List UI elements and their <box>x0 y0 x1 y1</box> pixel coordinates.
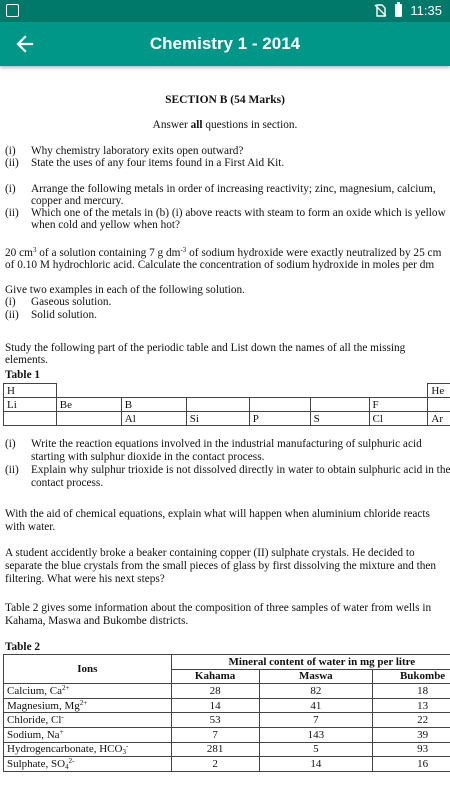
table-row <box>4 412 450 426</box>
value-cell: 82 <box>259 684 373 699</box>
battery-icon <box>395 4 402 17</box>
image-notification-icon <box>6 4 19 17</box>
table-cell <box>310 398 369 412</box>
app-title: Chemistry 1 - 2014 <box>149 34 301 53</box>
section-heading: SECTION B (54 Marks) <box>165 94 285 106</box>
table-cell: B <box>121 398 186 412</box>
value-cell: 18 <box>373 684 450 699</box>
value-cell: 14 <box>171 698 259 713</box>
table-cell <box>428 398 450 412</box>
no-sim-icon <box>374 4 387 17</box>
table-row <box>4 398 450 412</box>
table-cell <box>56 384 428 398</box>
table-cell: Be <box>56 398 121 412</box>
table-cell: Li <box>4 398 57 412</box>
periodic-table <box>3 383 450 426</box>
value-cell: 93 <box>373 742 450 757</box>
q8-line2: separate the blue crystals from the small pieces of glass by first dissolving the mixture and then <box>5 560 437 572</box>
q7-line2: with water. <box>5 521 56 533</box>
table-cell: He <box>428 384 450 398</box>
value-cell: 5 <box>259 742 373 757</box>
table-row <box>4 727 450 742</box>
app-bar <box>0 22 450 66</box>
column-header-bukombe: Bukombe <box>373 669 450 684</box>
instruction-text: Answer all questions in section. <box>152 119 298 131</box>
value-cell: 28 <box>171 684 259 699</box>
value-cell: 16 <box>373 757 450 772</box>
status-icons <box>374 3 442 18</box>
ion-cell: Magnesium, $Mg^{2+}$ <box>4 698 172 713</box>
q3-line1: 20 $cm^3$ of a solution containing 7 g $dm^{-3}$ of sodium hydroxide were exactly neutralized by 25 cm <box>5 246 442 259</box>
table-cell: F <box>369 398 428 412</box>
column-header-maswa: Maswa <box>259 669 373 684</box>
table-cell: Ar <box>428 412 450 426</box>
table-cell: Si <box>186 412 249 426</box>
q9-line2: Kahama, Maswa and Bukombe districts. <box>5 615 189 627</box>
q6-item-2-line1: Explain why sulphur trioxide is not dissolved directly in water to obtain sulphuric acid in the <box>31 464 450 476</box>
table-row <box>4 742 450 757</box>
value-cell: 53 <box>171 713 259 728</box>
value-cell: 7 <box>259 713 373 728</box>
q6-item-1-line2: starting with sulphur dioxide in the contact process. <box>31 451 265 463</box>
table-cell <box>186 398 249 412</box>
q4-intro: Give two examples in each of the following solution. <box>5 284 246 296</box>
value-cell: 41 <box>259 698 373 713</box>
table-cell: Al <box>121 412 186 426</box>
table-header-row <box>4 655 450 670</box>
q5-line2: elements. <box>5 354 48 366</box>
q3-line2: of 0.10 M hydrochloric acid. Calculate the concentration of sodium hydroxide in moles per dm <box>5 259 435 271</box>
ion-cell: Calcium, $Ca^{2+}$ <box>4 684 172 699</box>
q9-line1: Table 2 gives some information about the composition of three samples of water from wells in <box>5 602 432 614</box>
q8-line3: filtering. What were his next steps? <box>5 573 165 585</box>
table-row <box>4 698 450 713</box>
q7-line1: With the aid of chemical equations, explain what will happen when aluminium chloride reacts <box>5 508 430 520</box>
value-cell: 143 <box>259 727 373 742</box>
table-cell: H <box>4 384 57 398</box>
table-cell: S <box>310 412 369 426</box>
table-cell <box>249 398 310 412</box>
ion-cell: Chloride, Cl- <box>4 713 172 728</box>
q1-item-2-text: State the uses of any four items found in a First Aid Kit. <box>31 157 285 169</box>
table-cell: P <box>249 412 310 426</box>
table1-label: Table 1 <box>5 369 41 381</box>
q2-item-2-line2: when cold and yellow when hot? <box>31 219 181 231</box>
q2-item-1-line2: copper and mercury. <box>31 195 124 207</box>
document-page[interactable]: SECTION B (54 Marks) Answer all questions in section. (i) Why chemistry laboratory exits open outward? (ii) State the uses of any four items found in a First Aid Kit. (i) Arrange the following metals in order of increasing reactivity; zinc, magnesium, calcium, copper and mercury. (ii) Which one of the metals in (b) (i) above reacts with steam to form an oxide which is yellow when cold and yellow when hot? 20 $cm^3$ of a solution containing 7 g $dm^{-3}$ of sodium hydroxide were exactly neutralized by 25 cm of 0.10 M hydrochloric acid. Calculate the concentration of sodium hydroxide in moles per dm Give two examples in each of the following solution. (i) Gaseous solution. (ii) Solid solution. Study the following part of the periodic table and List down the names of all the missing elements. Table 1 H He Li Be B F Al Si P S Cl Ar (i) Write the reaction equations involved in the industrial manufacturing of sulphuric acid starting with sulphur dioxide in the contact process. (ii) Explain why sulphur trioxide is not dissolved directly in water to obtain sulphuric acid in the contact process. With the aid of chemical equations, explain what will happen when aluminium chloride reacts with water. A student accidently broke a beaker containing copper (II) sulphate crystals. He decided to separate the blue crystals from the small pieces of glass by first dissolving the mixture and then filtering. What were his next steps? Table 2 gives some information about the composition of three samples of water from wells in Kahama, Maswa and Bukombe districts. Table 2 Ions Mineral content of water in mg per litre Kahama Maswa Bukombe Calcium, $Ca^{2+}$ 28 82 18 Magnesium, $Mg^{2+}$ 14 41 13 Chloride, Cl- 53 7 22 Sodium, Na+ 7 143 39 Hydrogencarbonate, $HCO_3^-$ 281 5 93 Sulphate, $SO_4^{2-}$ 2 14 16 <box>0 66 450 800</box>
value-cell: 2 <box>171 757 259 772</box>
status-time: 11:35 <box>410 3 442 18</box>
q2-item-2-line1: Which one of the metals in (b) (i) above reacts with steam to form an oxide which is yellow <box>31 207 446 219</box>
q1-item-1-text: Why chemistry laboratory exits open outward? <box>31 145 244 157</box>
value-cell: 281 <box>171 742 259 757</box>
water-composition-table <box>3 654 450 772</box>
ion-cell: Sulphate, $SO_4^{2-}$ <box>4 757 172 772</box>
q6-item-2-line2: contact process. <box>31 477 104 489</box>
value-cell: 13 <box>373 698 450 713</box>
q4-item-1-text: Gaseous solution. <box>31 296 112 308</box>
value-cell: 39 <box>373 727 450 742</box>
q8-line1: A student accidently broke a beaker containing copper (II) sulphate crystals. He decided to <box>5 547 415 559</box>
value-cell: 14 <box>259 757 373 772</box>
column-header-ions: Ions <box>4 655 172 684</box>
table-row <box>4 384 450 398</box>
table2-label: Table 2 <box>5 641 41 653</box>
column-header-kahama: Kahama <box>171 669 259 684</box>
table-cell: Cl <box>369 412 428 426</box>
table-cell <box>4 412 57 426</box>
value-cell: 22 <box>373 713 450 728</box>
value-cell: 7 <box>171 727 259 742</box>
q6-item-1-line1: Write the reaction equations involved in the industrial manufacturing of sulphuric acid <box>31 438 422 450</box>
q2-item-1-line1: Arrange the following metals in order of increasing reactivity; zinc, magnesium, calcium, <box>31 183 436 195</box>
ion-cell: Hydrogencarbonate, $HCO_3^-$ <box>4 742 172 757</box>
status-bar <box>0 0 450 22</box>
table-cell <box>56 412 121 426</box>
table-row <box>4 713 450 728</box>
q5-line1: Study the following part of the periodic table and List down the names of all the missing <box>5 342 406 354</box>
table-row <box>4 757 450 772</box>
column-header-group: Mineral content of water in mg per litre <box>171 655 450 670</box>
table-row <box>4 684 450 699</box>
ion-cell: Sodium, Na+ <box>4 727 172 742</box>
q4-item-2-text: Solid solution. <box>31 309 97 321</box>
